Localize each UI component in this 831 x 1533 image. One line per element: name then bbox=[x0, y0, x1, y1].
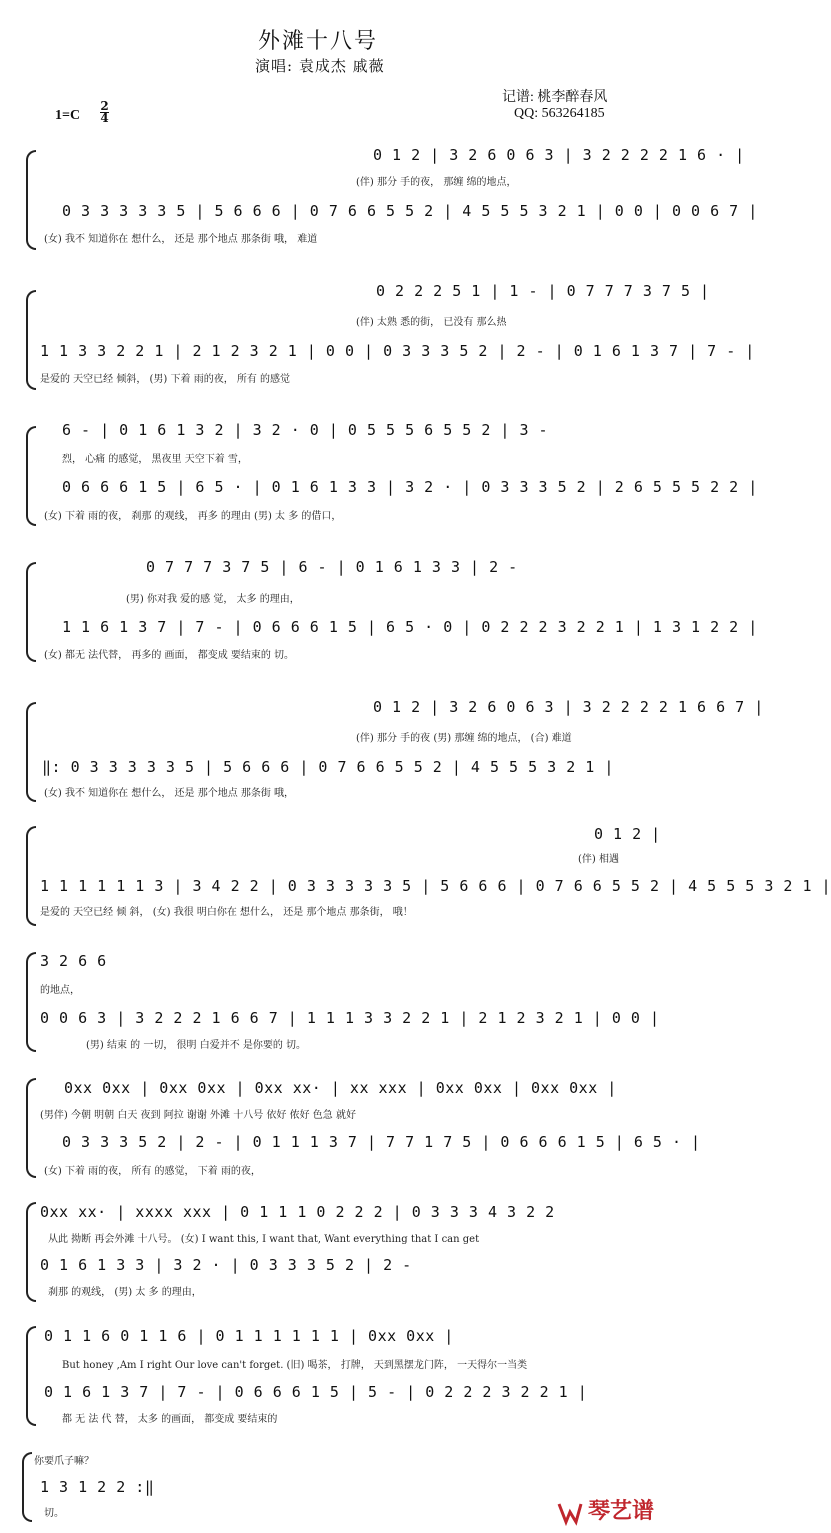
system-1-top-notes: 0 1 2 | 3 2 6 0 6 3 | 3 2 2 2 2 1 6 · | bbox=[373, 146, 745, 164]
system-8-top-notes: 0xx 0xx | 0xx 0xx | 0xx xx· | xx xxx | 0xx 0xx | 0xx 0xx | bbox=[64, 1079, 617, 1097]
system-4-bottom-lyrics: (女) 都无 法代替， 再多的 画面， 都变成 要结束的 切。 bbox=[44, 650, 295, 661]
system-brace bbox=[26, 426, 36, 526]
system-2-top-lyrics: (伴) 太熟 悉的街， 已没有 那么热 bbox=[356, 317, 507, 328]
system-brace bbox=[26, 290, 36, 390]
system-10-bottom-notes: 0 1 6 1 3 7 | 7 - | 0 6 6 6 1 5 | 5 - | 0 2 2 2 3 2 2 1 | bbox=[44, 1383, 588, 1401]
system-6-bottom-lyrics: 是爱的 天空已经 倾 斜， (女) 我很 明白你在 想什么， 还是 那个地点 那条街， 哦！ bbox=[40, 907, 413, 918]
system-5-top-lyrics: (伴) 那分 手的夜 (男) 那缠 绵的地点， (合) 难道 bbox=[356, 733, 572, 744]
system-8-top-lyrics: (男伴) 今朝 明朝 白天 夜到 阿拉 谢谢 外滩 十八号 依好 侬好 色急 就好 bbox=[40, 1110, 356, 1121]
time-signature-bottom: 4 bbox=[100, 111, 109, 125]
system-brace bbox=[26, 952, 36, 1052]
system-3-bottom-lyrics: (女) 下着 雨的夜， 刹那 的观线， 再多 的理由 (男) 太 多 的借口， bbox=[44, 511, 342, 522]
system-2-top-notes: 0 2 2 2 5 1 | 1 - | 0 7 7 7 3 7 5 | bbox=[376, 282, 710, 300]
system-2-bottom-lyrics: 是爱的 天空已经 倾斜， (男) 下着 雨的夜， 所有 的感觉 bbox=[40, 374, 291, 385]
system-4-top-lyrics: (男) 你对我 爱的感 觉， 太多 的理由， bbox=[126, 594, 300, 605]
system-10-bottom-lyrics: 都 无 法 代 替， 太多 的画面， 都变成 要结束的 bbox=[62, 1414, 278, 1425]
system-brace bbox=[26, 562, 36, 662]
system-7-bottom-lyrics: (男) 结束 的 一切， 很明 白爱并不 是你要的 切。 bbox=[86, 1040, 307, 1051]
system-6-bottom-notes: 1 1 1 1 1 1 3 | 3 4 2 2 | 0 3 3 3 3 3 5 | 5 6 6 6 | 0 7 6 6 5 5 2 | 4 5 5 5 3 2 1 | bbox=[40, 877, 831, 895]
system-brace bbox=[22, 1452, 32, 1522]
system-1-bottom-notes: 0 3 3 3 3 3 5 | 5 6 6 6 | 0 7 6 6 5 5 2 | 4 5 5 5 3 2 1 | 0 0 | 0 0 6 7 | bbox=[62, 202, 758, 220]
system-11-bottom-notes: 1 3 1 2 2 :‖ bbox=[40, 1478, 155, 1496]
system-10-top-lyrics: But honey ,Am I right Our love can't forget. (旧) 喝茶， 打牌， 天到黑摆龙门阵， 一天得尔一当类 bbox=[62, 1360, 528, 1371]
system-4-bottom-notes: 1 1 6 1 3 7 | 7 - | 0 6 6 6 1 5 | 6 5 · 0 | 0 2 2 2 3 2 2 1 | 1 3 1 2 2 | bbox=[62, 618, 758, 636]
system-6-top-lyrics: (伴) 相遇 bbox=[578, 854, 619, 865]
system-8-bottom-notes: 0 3 3 3 5 2 | 2 - | 0 1 1 1 3 7 | 7 7 1 7 5 | 0 6 6 6 1 5 | 6 5 · | bbox=[62, 1133, 701, 1151]
system-8-bottom-lyrics: (女) 下着 雨的夜， 所有 的感觉， 下着 雨的夜， bbox=[44, 1166, 261, 1177]
system-brace bbox=[26, 150, 36, 250]
system-10-top-notes: 0 1 1 6 0 1 1 6 | 0 1 1 1 1 1 1 | 0xx 0xx | bbox=[44, 1327, 454, 1345]
time-signature bbox=[100, 101, 109, 124]
system-brace bbox=[26, 1326, 36, 1426]
system-5-bottom-lyrics: (女) 我不 知道你在 想什么， 还是 那个地点 那条街 哦， bbox=[44, 788, 295, 799]
transcriber-credit: 记谱: 桃李醉春风 bbox=[502, 90, 608, 105]
system-11-bottom-lyrics: 切。 bbox=[44, 1508, 64, 1519]
singers-credit: 演唱: 袁成杰 戚薇 bbox=[255, 57, 385, 75]
system-4-top-notes: 0 7 7 7 3 7 5 | 6 - | 0 1 6 1 3 3 | 2 - bbox=[146, 558, 518, 576]
watermark-logo bbox=[556, 1494, 654, 1526]
piano-logo-icon bbox=[556, 1498, 584, 1526]
system-brace bbox=[26, 1202, 36, 1302]
system-7-bottom-notes: 0 0 6 3 | 3 2 2 2 1 6 6 7 | 1 1 1 3 3 2 2 1 | 2 1 2 3 2 1 | 0 0 | bbox=[40, 1009, 660, 1027]
system-9-bottom-lyrics: 刹那 的观线， (男) 太 多 的理由， bbox=[48, 1287, 202, 1298]
system-9-top-notes: 0xx xx· | xxxx xxx | 0 1 1 1 0 2 2 2 | 0 3 3 3 4 3 2 2 bbox=[40, 1203, 555, 1221]
system-11-top-lyrics: 你要爪子嘛？ bbox=[34, 1456, 94, 1467]
watermark-brand: 琴艺谱 bbox=[588, 1499, 655, 1524]
time-signature-top: 2 bbox=[100, 99, 109, 113]
system-5-top-notes: 0 1 2 | 3 2 6 0 6 3 | 3 2 2 2 2 1 6 6 7 | bbox=[373, 698, 764, 716]
system-1-top-lyrics: (伴) 那分 手的夜， 那缠 绵的地点， bbox=[356, 177, 517, 188]
system-9-bottom-notes: 0 1 6 1 3 3 | 3 2 · | 0 3 3 3 5 2 | 2 - bbox=[40, 1256, 412, 1274]
system-5-bottom-notes: ‖: 0 3 3 3 3 3 5 | 5 6 6 6 | 0 7 6 6 5 5 2 | 4 5 5 5 3 2 1 | bbox=[42, 758, 614, 776]
system-3-top-notes: 6 - | 0 1 6 1 3 2 | 3 2 · 0 | 0 5 5 5 6 5 5 2 | 3 - bbox=[62, 421, 549, 439]
system-3-top-lyrics: 烈， 心痛 的感觉， 黑夜里 天空下着 雪， bbox=[62, 454, 248, 465]
system-6-top-notes: 0 1 2 | bbox=[594, 825, 661, 843]
system-brace bbox=[26, 1078, 36, 1178]
key-signature: 1=C bbox=[55, 108, 81, 123]
system-brace bbox=[26, 702, 36, 802]
system-7-top-lyrics: 的地点， bbox=[40, 985, 80, 996]
system-2-bottom-notes: 1 1 3 3 2 2 1 | 2 1 2 3 2 1 | 0 0 | 0 3 3 3 5 2 | 2 - | 0 1 6 1 3 7 | 7 - | bbox=[40, 342, 755, 360]
system-9-top-lyrics: 从此 拗断 再会外滩 十八号。 (女) I want this, I want that, Want everything that I can get bbox=[48, 1234, 480, 1245]
song-title: 外滩十八号 bbox=[258, 29, 379, 54]
system-7-top-notes: 3 2 6 6 bbox=[40, 952, 107, 970]
system-3-bottom-notes: 0 6 6 6 1 5 | 6 5 · | 0 1 6 1 3 3 | 3 2 · | 0 3 3 3 5 2 | 2 6 5 5 5 2 2 | bbox=[62, 478, 758, 496]
system-brace bbox=[26, 826, 36, 926]
qq-contact: QQ: 563264185 bbox=[514, 106, 605, 121]
system-1-bottom-lyrics: (女) 我不 知道你在 想什么， 还是 那个地点 那条街 哦， 难道 bbox=[44, 234, 318, 245]
